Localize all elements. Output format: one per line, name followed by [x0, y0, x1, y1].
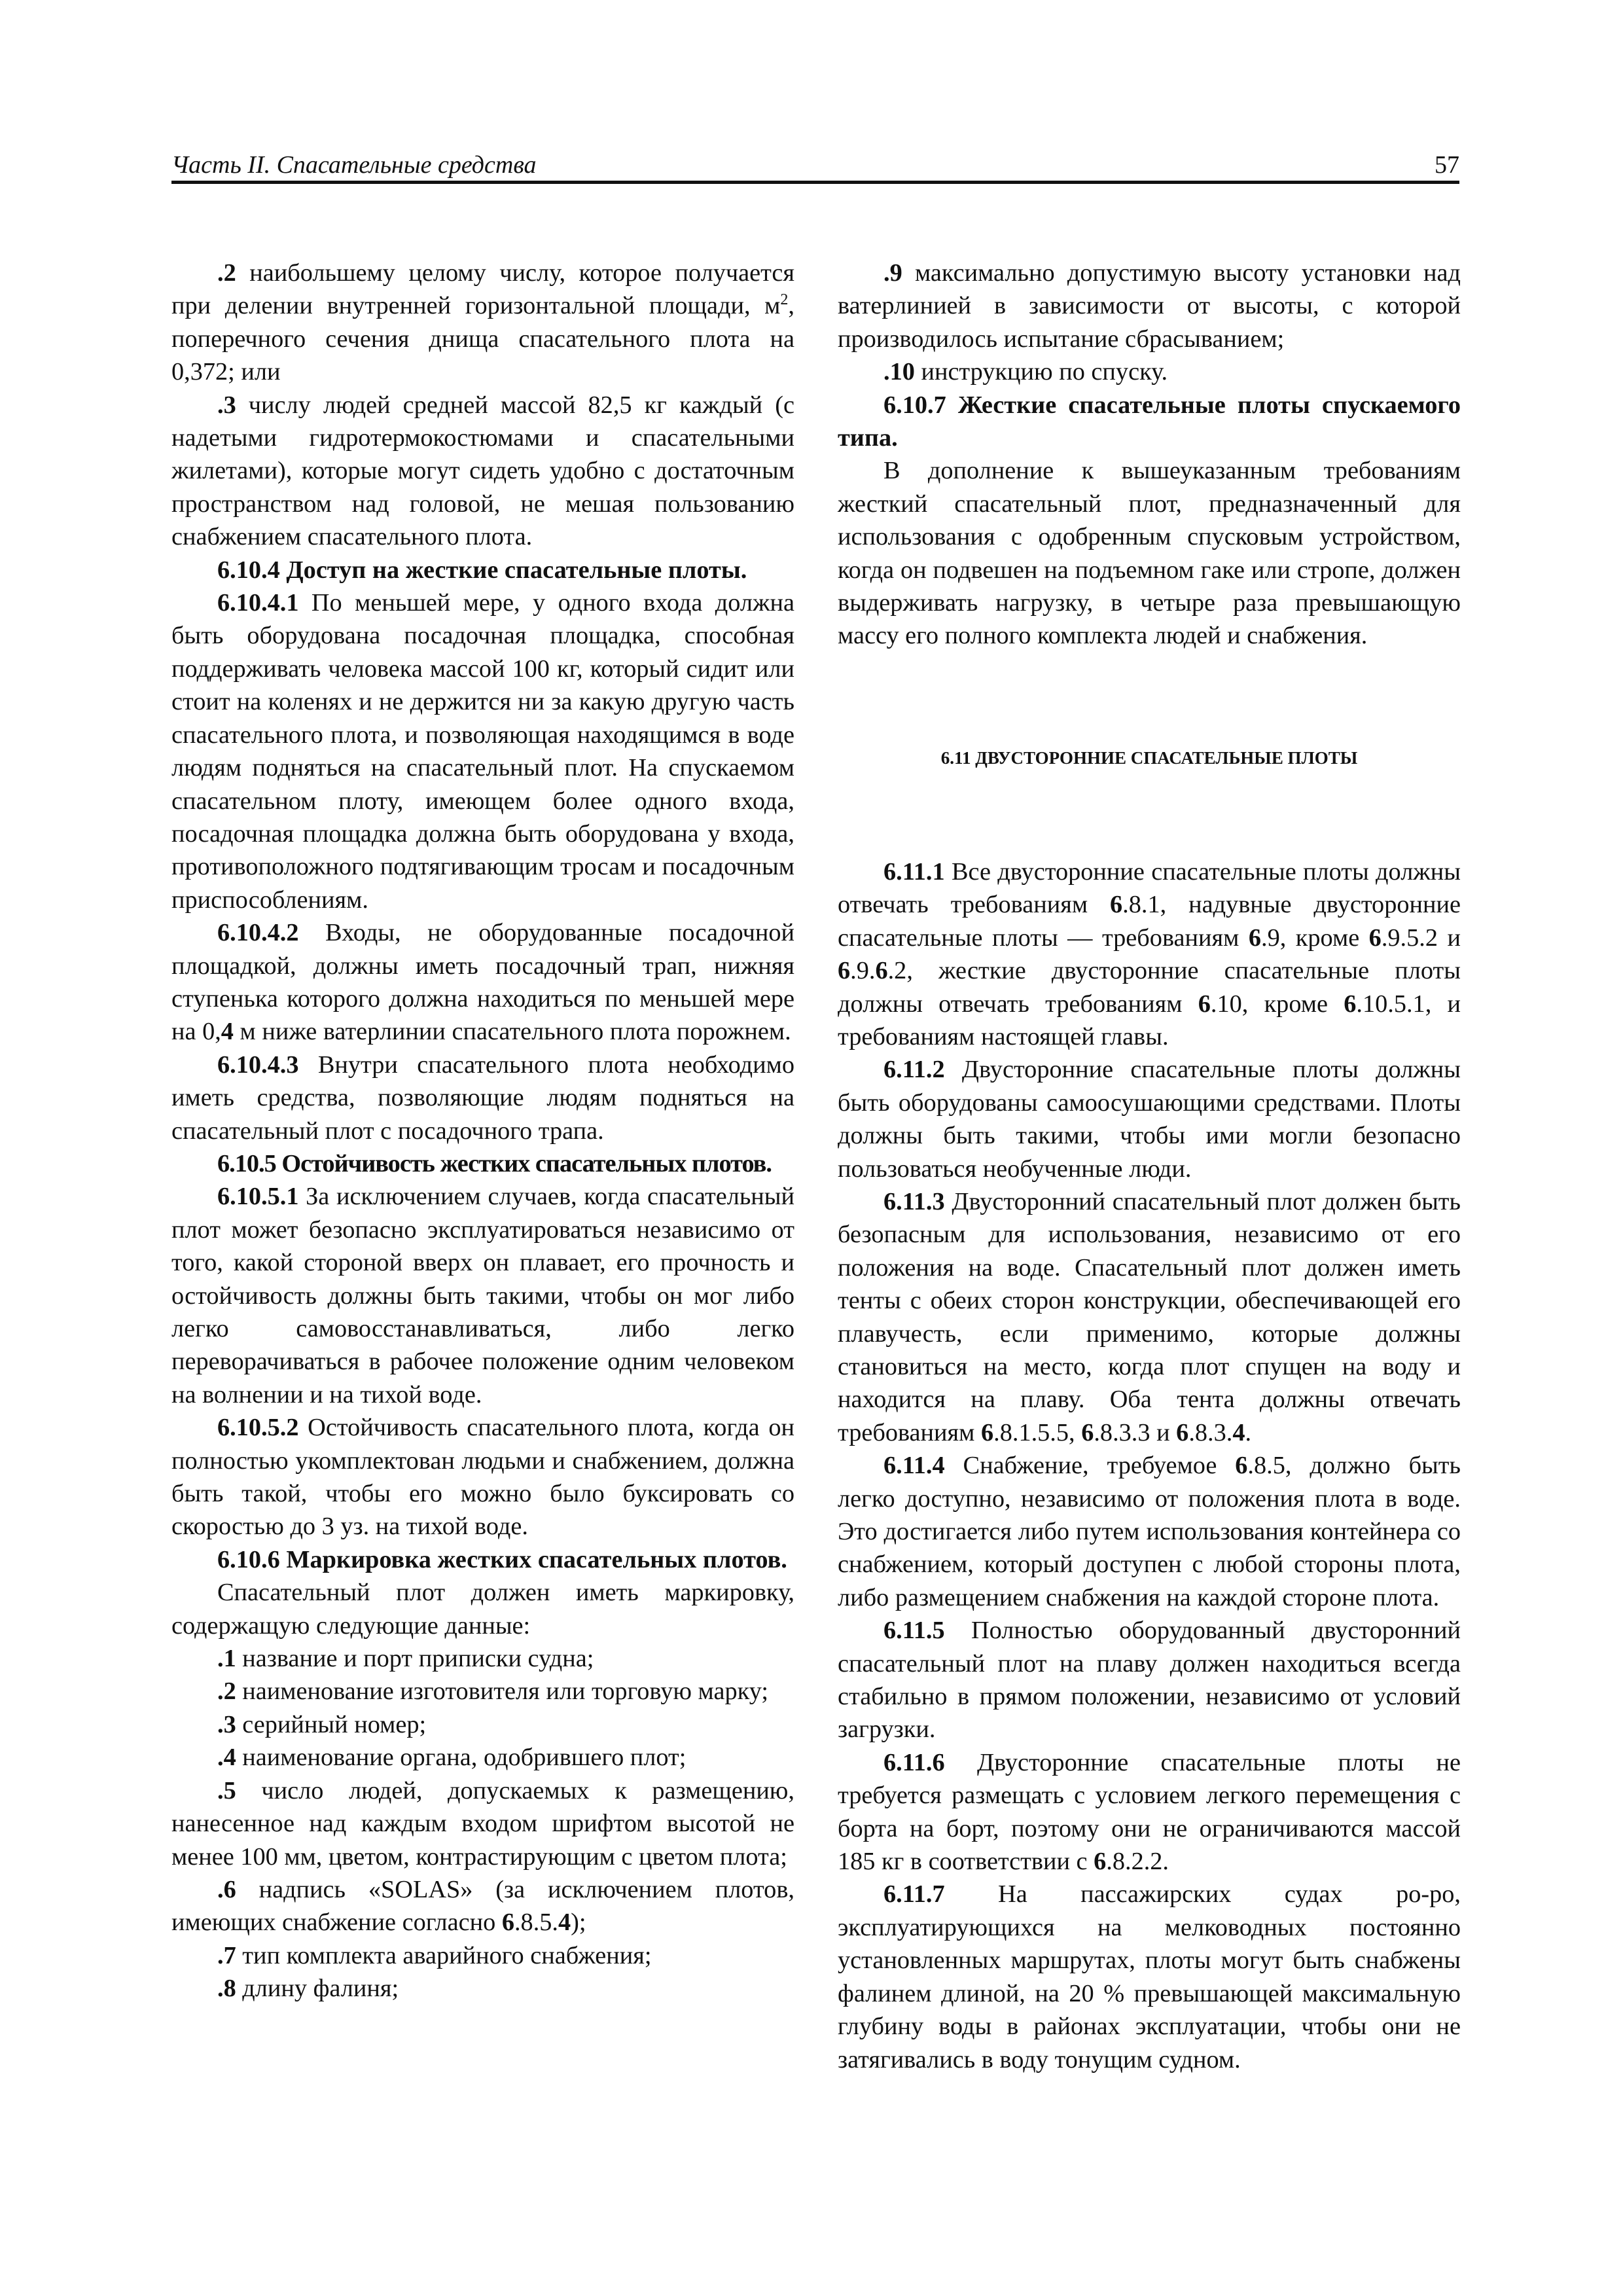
left-column	[171, 257, 794, 2005]
paragraph: 6.10.5.1 За исключением случаев, когда спасательный плот может безопасно эксплуатироваться независимо от того, какой стороной вверх он плавает, его прочность и остойчивость должны быть такими, чтобы он мог либо легко самовосстанавливаться, либо легко переворачиваться в рабочее положение одним человеком на волнении и на тихой воде.	[171, 1183, 794, 1408]
paragraph: 6.11.7 На пассажирских судах ро-ро, эксплуатирующихся на мелководных постоянно установленных маршрутах, плоты могут быть снабжены фалинем длиной, на 20 % превышающей максимальную глубину воды в районах эксплуатации, чтобы они не затягивались в воду тонущим судном.	[838, 1880, 1461, 2073]
paragraph: 6.11.6 Двусторонние спасательные плоты не требуется размещать с условием легкого перемещения с борта на борт, поэтому они не ограничиваются массой 185 кг в соответствии с 6.8.2.2.	[838, 1748, 1461, 1876]
right-column	[838, 257, 1461, 2076]
list-item: .3 серийный номер;	[217, 1710, 427, 1738]
list-item: .8 длину фалиня;	[217, 1975, 399, 2003]
paragraph: 6.11.5 Полностью оборудованный двусторонний спасательный плот на плаву должен находиться всегда стабильно в прямом положении, независимо от условий загрузки.	[838, 1617, 1461, 1744]
paragraph: 6.11.2 Двусторонние спасательные плоты должны быть оборудованы самоосушающими средствами. Плоты должны быть такими, чтобы ими могли безопасно пользоваться необученные люди.	[838, 1056, 1461, 1183]
spacer	[838, 653, 1461, 742]
list-item: .5 число людей, допускаемых к размещению, нанесенное над каждым входом шрифтом высотой не менее 100 мм, цветом, контрастирующим с цветом плота;	[171, 1776, 794, 1871]
paragraph: В дополнение к вышеуказанным требованиям жесткий спасательный плот, предназначенный для использования с одобренным спусковым устройством, когда он подвешен на подъемном гаке или стропе, должен выдерживать нагрузку, в четыре раза превышающую массу его полного комплекта людей и снабжения.	[838, 457, 1461, 650]
subsection-heading: 6.10.6 Маркировка жестких спасательных плотов.	[217, 1545, 787, 1573]
paragraph: 6.10.4.2 Входы, не оборудованные посадочной площадкой, должны иметь посадочный трап, нижняя ступенька которого должна находиться по меньшей мере на 0,4 м ниже ватерлинии спасательного плота порожнем.	[171, 919, 794, 1046]
page-number: 57	[1435, 151, 1459, 179]
list-item: .4 наименование органа, одобрившего плот;	[217, 1744, 687, 1772]
list-item: .6 надпись «SOLAS» (за исключением плотов, имеющих снабжение согласно 6.8.5.4);	[171, 1875, 794, 1937]
running-title: Часть II. Спасательные средства	[171, 151, 537, 179]
paragraph: 6.10.4.1 По меньшей мере, у одного входа должна быть оборудована посадочная площадка, способная поддерживать человека массой 100 кг, который сидит или стоит на коленях и не держится ни за какую другую часть спасательного плота, и позволяющая находящимся в воде людям подняться на спасательный плот. На спускаемом спасательном плоту, имеющем более одного входа, посадочная площадка должна быть оборудована у входа, противоположного подтягивающим тросам и посадочным приспособлениям.	[171, 589, 794, 914]
paragraph: 6.11.1 Все двусторонние спасательные плоты должны отвечать требованиям 6.8.1, надувные двусторонние спасательные плоты — требованиям 6.9, кроме 6.9.5.2 и 6.9.6.2, жесткие двусторонние спасательные плоты должны отвечать требованиям 6.10, кроме 6.10.5.1, и требованиям настоящей главы.	[838, 857, 1461, 1050]
subsection-heading: 6.10.4 Доступ на жесткие спасательные плоты.	[217, 556, 747, 584]
list-item: .10 инструкцию по спуску.	[883, 358, 1168, 386]
paragraph: 6.10.5.2 Остойчивость спасательного плота, когда он полностью укомплектован людьми и снабжением, должна быть такой, чтобы его можно было буксировать со скоростью до 3 уз. на тихой воде.	[171, 1414, 794, 1541]
subsection-heading: 6.10.7 Жесткие спасательные плоты спускаемого типа.	[838, 391, 1461, 452]
subsection-heading: 6.10.5 Остойчивость жестких спасательных плотов.	[217, 1149, 772, 1177]
paragraph: .2 наибольшему целому числу, которое получается при делении внутренней горизонтальной площади, $м^2$, поперечного сечения днища спасательного плота на 0,372; или	[171, 259, 794, 386]
page-header	[171, 145, 1459, 183]
list-item: .1 название и порт приписки судна;	[217, 1645, 594, 1673]
paragraph: 6.11.3 Двусторонний спасательный плот должен быть безопасным для использования, независимо от его положения на воде. Спасательный плот должен иметь тенты с обеих сторон конструкции, обеспечивающей его плавучесть, если применимо, которые должны становиться на место, когда плот спущен на воду и находится на плаву. Оба тента должны отвечать требованиям 6.8.1.5.5, 6.8.3.3 и 6.8.3.4.	[838, 1187, 1461, 1446]
spacer	[838, 774, 1461, 855]
list-item: .9 максимально допустимую высоту установки над ватерлинией в зависимости от высоты, с которой производилось испытание сбрасыванием;	[838, 259, 1461, 353]
paragraph: .3 числу людей средней массой 82,5 кг каждый (с надетыми гидротермокостюмами и спасательными жилетами), которые могут сидеть удобно с достаточным пространством над головой, не мешая пользованию снабжением спасательного плота.	[171, 391, 794, 551]
paragraph: Спасательный плот должен иметь маркировку, содержащую следующие данные:	[171, 1579, 794, 1640]
list-item: .2 наименование изготовителя или торговую марку;	[217, 1677, 769, 1706]
paragraph: 6.11.4 Снабжение, требуемое 6.8.5, должно быть легко доступно, независимо от положения плота в воде. Это достигается либо путем использования контейнера со снабжением, который доступен с любой стороны плота, либо размещением снабжения на каждой стороне плота.	[838, 1452, 1461, 1611]
header-rule	[171, 181, 1459, 184]
section-heading: 6.11 ДВУСТОРОННИЕ СПАСАТЕЛЬНЫЕ ПЛОТЫ	[940, 747, 1358, 768]
paragraph: 6.10.4.3 Внутри спасательного плота необходимо иметь средства, позволяющие людям подняться на спасательный плот с посадочного трапа.	[171, 1050, 794, 1145]
list-item: .7 тип комплекта аварийного снабжения;	[217, 1941, 652, 1969]
